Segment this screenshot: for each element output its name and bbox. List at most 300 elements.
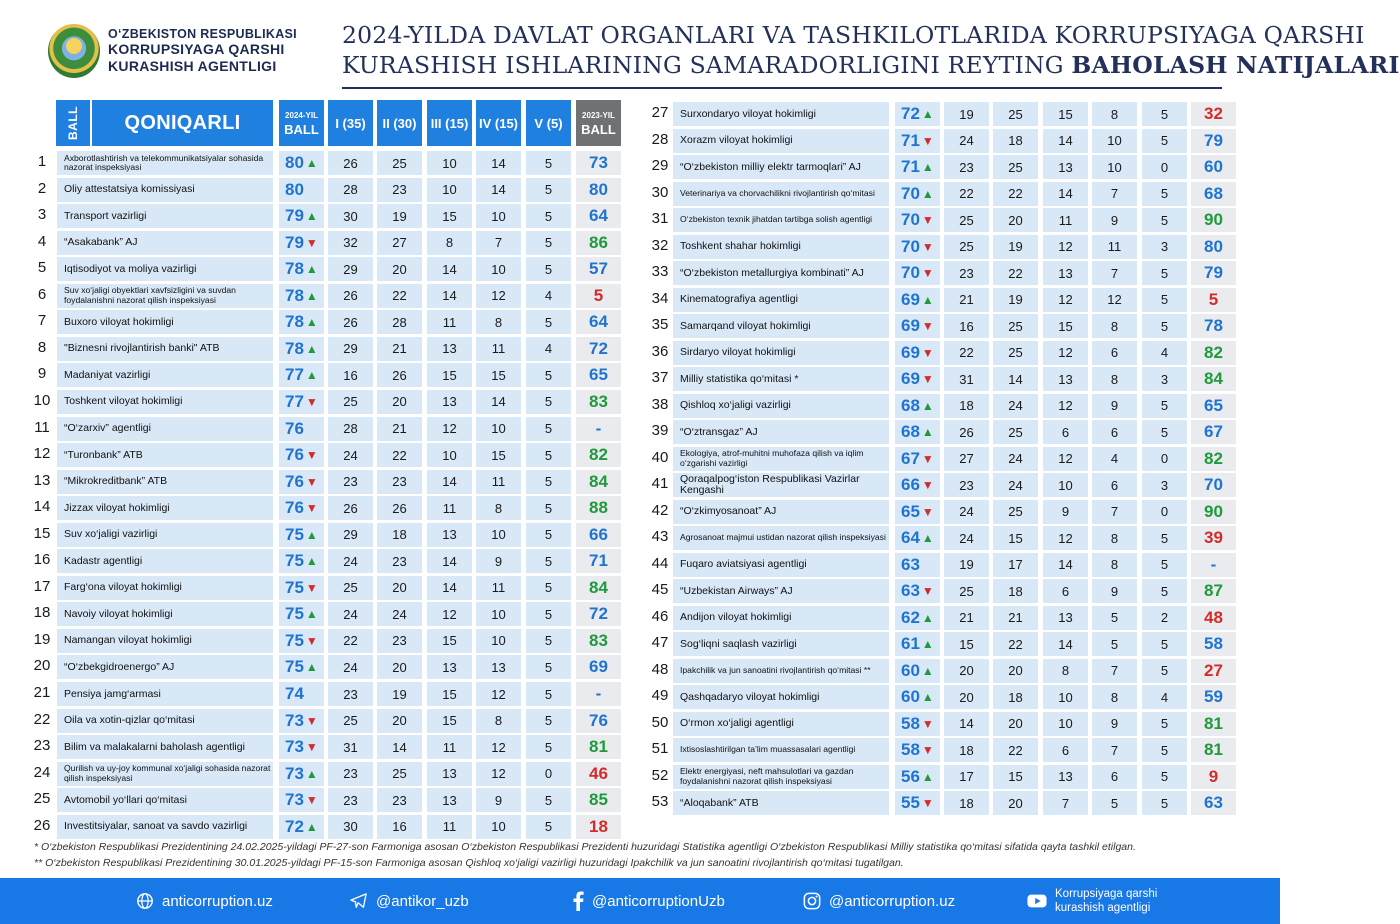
criterion-4-score: 9 <box>1092 208 1137 232</box>
criterion-3-score: 11 <box>1043 208 1088 232</box>
rank-number: 12 <box>33 445 51 463</box>
criterion-3-score: 15 <box>1043 314 1088 338</box>
criterion-2-score: 24 <box>993 447 1038 471</box>
score-value: 67 <box>901 448 920 468</box>
score-2023: 86 <box>576 231 621 255</box>
arrow-down-icon: ▼ <box>921 504 934 519</box>
score-value: 78 <box>285 312 304 332</box>
rank-number: 24 <box>33 763 51 781</box>
criterion-2-score: 14 <box>993 367 1038 391</box>
arrow-down-icon: ▼ <box>921 239 934 254</box>
criterion-5-score: 5 <box>1142 738 1187 762</box>
globe-icon <box>136 892 154 910</box>
rank-number: 4 <box>37 232 47 250</box>
rank-number: 41 <box>651 475 669 492</box>
criterion-5-score: 5 <box>526 602 571 626</box>
criterion-1-score: 21 <box>944 606 989 630</box>
criterion-1-score: 32 <box>328 231 373 255</box>
score-2024 <box>279 709 324 733</box>
criterion-2-score: 22 <box>377 284 422 308</box>
criterion-5-score: 5 <box>1142 102 1187 126</box>
criterion-3-score: 13 <box>427 788 472 812</box>
criterion-3-score: 11 <box>427 496 472 520</box>
score-2024 <box>279 151 324 175</box>
criterion-1-score: 29 <box>328 257 373 281</box>
footer-website-link[interactable] <box>136 878 273 924</box>
criterion-3-score: 11 <box>427 310 472 334</box>
criterion-5-score: 5 <box>526 576 571 600</box>
header-2023-ball <box>576 100 621 146</box>
score-2024 <box>895 341 940 365</box>
arrow-down-icon: ▼ <box>921 319 934 333</box>
score-2023: 73 <box>576 151 621 175</box>
footer-youtube-link[interactable] <box>1027 878 1157 924</box>
organization-name: Oliy attestatsiya komissiyasi <box>57 178 273 202</box>
agency-line-3: KURASHISH AGENTLIGI <box>108 58 277 74</box>
organization-name: Buxoro viloyat hokimligi <box>57 310 273 334</box>
criterion-5-score: 5 <box>1142 182 1187 206</box>
score-2024 <box>895 208 940 232</box>
criterion-5-score: 5 <box>526 151 571 175</box>
criterion-2-score: 20 <box>377 257 422 281</box>
score-2023: - <box>576 417 621 441</box>
criterion-1-score: 22 <box>944 182 989 206</box>
criterion-4-score: 8 <box>1092 553 1137 577</box>
criterion-4-score: 9 <box>1092 712 1137 736</box>
criterion-5-score: 5 <box>526 549 571 573</box>
criterion-3-score: 15 <box>1043 102 1088 126</box>
criterion-1-score: 18 <box>944 738 989 762</box>
score-2023: 78 <box>1191 314 1236 338</box>
rank-number: 53 <box>651 793 669 810</box>
criterion-5-score: 5 <box>526 815 571 839</box>
arrow-down-icon: ▼ <box>305 235 318 250</box>
organization-name: Milliy statistika qo‘mitasi * <box>673 367 889 391</box>
arrow-down-icon: ▼ <box>921 584 934 598</box>
criterion-2-score: 16 <box>377 815 422 839</box>
arrow-down-icon: ▼ <box>305 793 318 808</box>
criterion-4-score: 7 <box>476 231 521 255</box>
score-value: 68 <box>901 422 920 441</box>
score-2023: 66 <box>576 523 621 547</box>
criterion-1-score: 22 <box>944 341 989 365</box>
rank-number: 8 <box>37 338 47 356</box>
criterion-5-score: 5 <box>526 655 571 679</box>
criterion-5-score: 5 <box>1142 394 1187 418</box>
rank-number: 30 <box>651 183 669 201</box>
footer-bar <box>0 878 1280 924</box>
score-value: 77 <box>285 365 304 385</box>
score-value: 64 <box>901 528 920 547</box>
criterion-4-score: 10 <box>476 815 521 839</box>
criterion-2-score: 23 <box>377 788 422 812</box>
criterion-5-score: 5 <box>526 417 571 441</box>
rank-number: 37 <box>651 369 669 386</box>
arrow-up-icon: ▲ <box>305 368 318 383</box>
criterion-5-score: 5 <box>1142 420 1187 444</box>
organization-name: “O‘ztransgaz” AJ <box>673 420 889 444</box>
score-2023: 81 <box>1191 738 1236 762</box>
score-value: 73 <box>285 790 304 810</box>
title-underline <box>342 87 1222 89</box>
criterion-2-score: 20 <box>377 655 422 679</box>
criterion-5-score: 3 <box>1142 235 1187 259</box>
criterion-2-score: 15 <box>993 526 1038 550</box>
organization-name: “O‘zkimyosanoat” AJ <box>673 500 889 524</box>
score-value: 71 <box>901 157 920 176</box>
criterion-2-score: 24 <box>377 602 422 626</box>
criterion-3-score: 9 <box>1043 500 1088 524</box>
criterion-2-score: 25 <box>377 762 422 786</box>
score-2023: 82 <box>1191 447 1236 471</box>
criterion-3-score: 13 <box>1043 765 1088 789</box>
organization-name: “Aloqabank” ATB <box>673 791 889 815</box>
title-line-1: 2024-YILDA DAVLAT ORGANLARI VA TASHKILOTLARIDA KORRUPSIYAGA QARSHI <box>342 21 1365 49</box>
organization-name: O‘rmon xo‘jaligi agentligi <box>673 712 889 736</box>
rank-number: 39 <box>651 422 669 439</box>
criterion-1-score: 18 <box>944 791 989 815</box>
arrow-down-icon: ▼ <box>921 478 934 492</box>
title-line-2-plain: KURASHISH ISHLARINING SAMARADORLIGINI REYTING <box>342 51 1064 79</box>
score-value: 73 <box>285 710 304 730</box>
score-2023: 70 <box>1191 473 1236 497</box>
telegram-icon <box>350 893 368 909</box>
criterion-5-score: 5 <box>1142 791 1187 815</box>
criterion-2-score: 22 <box>993 261 1038 285</box>
organization-name: Sirdaryo viloyat hokimligi <box>673 341 889 365</box>
criterion-4-score: 5 <box>1092 632 1137 656</box>
organization-name: Jizzax viloyat hokimligi <box>57 496 273 520</box>
arrow-down-icon: ▼ <box>305 633 318 648</box>
criterion-2-score: 28 <box>377 310 422 334</box>
score-2024 <box>279 602 324 626</box>
footer-youtube-text <box>1055 887 1157 915</box>
score-2023: 64 <box>576 310 621 334</box>
arrow-down-icon: ▼ <box>305 394 318 409</box>
score-2023: 79 <box>1191 129 1236 153</box>
organization-name: Suv xo‘jaligi vazirligi <box>57 523 273 547</box>
criterion-1-score: 23 <box>944 473 989 497</box>
header-2024-big: BALL <box>284 122 319 137</box>
arrow-down-icon: ▼ <box>305 474 318 489</box>
score-2024 <box>895 182 940 206</box>
criterion-5-score: 5 <box>1142 208 1187 232</box>
criterion-3-score: 15 <box>427 363 472 387</box>
criterion-5-score: 0 <box>526 762 571 786</box>
footnote-2: ** O‘zbekiston Respublikasi Prezidentining 30.01.2025-yildagi PF-15-son Farmoniga asosan Qishloq xo‘jaligi vazirligi huzuridagi Ipakchilik va jun sanoatini rivojlantirish qo‘mitasi tugatilgan. <box>34 857 904 869</box>
criterion-5-score: 5 <box>526 523 571 547</box>
criterion-1-score: 24 <box>328 549 373 573</box>
rank-number: 17 <box>33 577 51 595</box>
organization-name: Bilim va malakalarni baholash agentligi <box>57 735 273 759</box>
criterion-1-score: 23 <box>328 470 373 494</box>
criterion-2-score: 24 <box>993 394 1038 418</box>
score-2024 <box>895 632 940 656</box>
criterion-4-score: 9 <box>1092 579 1137 603</box>
criterion-2-score: 19 <box>377 204 422 228</box>
criterion-2-score: 21 <box>377 417 422 441</box>
criterion-5-score: 4 <box>1142 341 1187 365</box>
score-value: 62 <box>901 607 920 627</box>
rank-number: 2 <box>37 179 47 197</box>
organization-name: Transport vazirligi <box>57 204 273 228</box>
criterion-4-score: 10 <box>1092 155 1137 179</box>
criterion-3-score: 12 <box>427 602 472 626</box>
score-2024 <box>895 367 940 391</box>
criterion-1-score: 17 <box>944 765 989 789</box>
criterion-1-score: 29 <box>328 337 373 361</box>
criterion-2-score: 15 <box>993 765 1038 789</box>
score-2024 <box>279 204 324 228</box>
criterion-2-score: 23 <box>377 549 422 573</box>
arrow-up-icon: ▲ <box>921 425 934 439</box>
criterion-4-score: 5 <box>1092 606 1137 630</box>
score-2024 <box>279 257 324 281</box>
score-2024 <box>895 420 940 444</box>
score-2023: 39 <box>1191 526 1236 550</box>
rank-number: 15 <box>33 524 51 542</box>
criterion-2-score: 20 <box>993 791 1038 815</box>
score-2023: 67 <box>1191 420 1236 444</box>
header-2023-small: 2023-YIL <box>582 111 615 120</box>
header-ball-text: BALL <box>66 106 80 140</box>
arrow-up-icon: ▲ <box>305 766 318 781</box>
score-2023: 80 <box>576 178 621 202</box>
criterion-4-score: 8 <box>1092 685 1137 709</box>
organization-name: “Mikrokreditbank” ATB <box>57 470 273 494</box>
criterion-3-score: 6 <box>1043 420 1088 444</box>
organization-name: Farg‘ona viloyat hokimligi <box>57 576 273 600</box>
criterion-5-score: 5 <box>526 363 571 387</box>
score-value: 76 <box>285 498 304 518</box>
criterion-4-score: 12 <box>476 762 521 786</box>
criterion-3-score: 10 <box>427 178 472 202</box>
criterion-4-score: 8 <box>1092 102 1137 126</box>
criterion-4-score: 9 <box>1092 394 1137 418</box>
criterion-3-score: 14 <box>1043 129 1088 153</box>
rank-number: 29 <box>651 157 669 174</box>
criterion-4-score: 4 <box>1092 447 1137 471</box>
criterion-2-score: 19 <box>993 235 1038 259</box>
score-value: 75 <box>285 630 304 650</box>
footer-website-text: anticorruption.uz <box>162 892 273 910</box>
arrow-down-icon: ▼ <box>305 448 318 463</box>
score-2024 <box>895 500 940 524</box>
criterion-3-score: 10 <box>1043 712 1088 736</box>
rank-number: 35 <box>651 316 669 333</box>
criterion-2-score: 18 <box>377 523 422 547</box>
rank-number: 10 <box>33 391 51 409</box>
rank-number: 9 <box>37 365 47 383</box>
criterion-2-score: 20 <box>377 576 422 600</box>
score-2024 <box>895 288 940 312</box>
organization-name: Qashqadaryo viloyat hokimligi <box>673 685 889 709</box>
criterion-1-score: 23 <box>944 155 989 179</box>
criterion-3-score: 14 <box>427 576 472 600</box>
footnote-1: * O‘zbekiston Respublikasi Prezidentining 24.02.2025-yildagi PF-27-son Farmoniga asosan O‘zbekiston Respublikasi Prezidenti huzuridagi Statistika agentligi O‘zbekiston Respublikasi Milliy statistika qo‘mitasi sifatida qayta tashkil etilgan. <box>34 841 1136 853</box>
footer-facebook-text: @anticorruptionUzb <box>592 892 725 910</box>
criterion-3-score: 12 <box>1043 288 1088 312</box>
organization-name: Qurilish va uy-joy kommunal xo‘jaligi sohasida nazorat qilish inspeksiyasi <box>57 762 273 786</box>
criterion-1-score: 25 <box>944 208 989 232</box>
agency-line-1: O‘ZBEKISTON RESPUBLIKASI <box>108 27 297 41</box>
score-value: 78 <box>285 338 304 358</box>
score-value: 58 <box>901 713 920 733</box>
criterion-4-score: 6 <box>1092 765 1137 789</box>
score-2023: 81 <box>576 735 621 759</box>
criterion-2-score: 18 <box>993 579 1038 603</box>
criterion-5-score: 4 <box>526 284 571 308</box>
header-col-5: V (5) <box>526 100 571 146</box>
criterion-4-score: 8 <box>476 709 521 733</box>
criterion-1-score: 26 <box>944 420 989 444</box>
rank-number: 48 <box>651 660 669 678</box>
organization-name: Pensiya jamg‘armasi <box>57 682 273 706</box>
criterion-4-score: 8 <box>1092 367 1137 391</box>
score-value: 72 <box>901 104 920 123</box>
agency-name <box>108 27 298 75</box>
criterion-1-score: 25 <box>328 709 373 733</box>
arrow-down-icon: ▼ <box>921 743 934 757</box>
score-2023: 27 <box>1191 659 1236 683</box>
score-value: 70 <box>901 210 920 229</box>
criterion-1-score: 25 <box>328 390 373 414</box>
footer-instagram-link[interactable] <box>803 878 955 924</box>
criterion-5-score: 5 <box>526 788 571 812</box>
criterion-3-score: 15 <box>427 682 472 706</box>
rank-number: 49 <box>651 687 669 704</box>
score-2024 <box>895 314 940 338</box>
score-2024 <box>895 765 940 789</box>
criterion-4-score: 14 <box>476 390 521 414</box>
score-2024 <box>279 682 324 706</box>
organization-name: Ixtisoslashtirilgan ta’lim muassasalari agentligi <box>673 738 889 762</box>
score-value: 75 <box>285 577 304 597</box>
criterion-3-score: 8 <box>427 231 472 255</box>
criterion-5-score: 5 <box>526 735 571 759</box>
criterion-2-score: 25 <box>993 420 1038 444</box>
score-value: 72 <box>285 816 304 836</box>
criterion-3-score: 13 <box>1043 155 1088 179</box>
rank-number: 23 <box>33 737 51 755</box>
score-2023: 82 <box>1191 341 1236 365</box>
score-2024 <box>279 417 324 441</box>
criterion-5-score: 5 <box>1142 712 1187 736</box>
criterion-2-score: 22 <box>377 443 422 467</box>
criterion-3-score: 12 <box>1043 341 1088 365</box>
score-value: 66 <box>901 475 920 494</box>
score-value: 60 <box>901 687 920 706</box>
organization-name: Iqtisodiyot va moliya vazirligi <box>57 257 273 281</box>
rank-number: 1 <box>37 153 47 170</box>
score-2023: 46 <box>576 762 621 786</box>
page-title <box>342 20 1400 80</box>
header-2023-big: BALL <box>581 122 616 137</box>
criterion-1-score: 24 <box>328 443 373 467</box>
score-2024 <box>279 576 324 600</box>
score-2023: 83 <box>576 390 621 414</box>
criterion-2-score: 23 <box>377 178 422 202</box>
arrow-down-icon: ▼ <box>921 796 934 810</box>
arrow-up-icon: ▲ <box>921 531 934 545</box>
criterion-1-score: 24 <box>944 526 989 550</box>
criterion-3-score: 14 <box>427 549 472 573</box>
score-2024 <box>279 762 324 786</box>
score-2023: 72 <box>576 337 621 361</box>
arrow-up-icon: ▲ <box>921 107 934 121</box>
footer-facebook-link[interactable] <box>572 878 725 924</box>
organization-name: Qishloq xo‘jaligi vazirligi <box>673 394 889 418</box>
score-2023: 72 <box>576 602 621 626</box>
score-2024 <box>279 629 324 653</box>
criterion-4-score: 11 <box>476 470 521 494</box>
arrow-up-icon: ▲ <box>305 262 318 277</box>
criterion-5-score: 2 <box>1142 606 1187 630</box>
organization-name: Toshkent shahar hokimligi <box>673 235 889 259</box>
criterion-4-score: 15 <box>476 363 521 387</box>
arrow-down-icon: ▼ <box>921 133 934 148</box>
criterion-1-score: 19 <box>944 102 989 126</box>
footer-telegram-link[interactable] <box>350 878 469 924</box>
criterion-1-score: 31 <box>328 735 373 759</box>
criterion-2-score: 27 <box>377 231 422 255</box>
rank-number: 6 <box>37 285 47 303</box>
score-2024 <box>895 261 940 285</box>
criterion-2-score: 25 <box>993 341 1038 365</box>
criterion-1-score: 20 <box>944 659 989 683</box>
organization-name: Avtomobil yo‘llari qo‘mitasi <box>57 788 273 812</box>
criterion-5-score: 4 <box>1142 685 1187 709</box>
criterion-3-score: 13 <box>1043 261 1088 285</box>
organization-name: Sog‘liqni saqlash vazirligi <box>673 632 889 656</box>
score-2023: 84 <box>1191 367 1236 391</box>
criterion-1-score: 27 <box>944 447 989 471</box>
criterion-4-score: 5 <box>1092 791 1137 815</box>
state-emblem-icon <box>48 24 100 78</box>
criterion-4-score: 12 <box>476 284 521 308</box>
rank-number: 38 <box>651 395 669 413</box>
score-2023: 80 <box>1191 235 1236 259</box>
score-value: 65 <box>901 501 920 521</box>
criterion-5-score: 5 <box>1142 526 1187 550</box>
score-value: 76 <box>285 471 304 491</box>
criterion-1-score: 31 <box>944 367 989 391</box>
arrow-up-icon: ▲ <box>305 554 318 569</box>
score-2024 <box>279 284 324 308</box>
footnotes <box>34 839 1254 871</box>
criterion-5-score: 3 <box>1142 473 1187 497</box>
arrow-up-icon: ▲ <box>921 186 934 201</box>
score-2023: 48 <box>1191 606 1236 630</box>
criterion-1-score: 21 <box>944 288 989 312</box>
score-2023: 18 <box>576 815 621 839</box>
organization-name: "Biznesni rivojlantirish banki" ATB <box>57 337 273 361</box>
score-2023: 5 <box>1191 288 1236 312</box>
criterion-3-score: 12 <box>1043 235 1088 259</box>
score-value: 69 <box>901 289 920 309</box>
score-value: 77 <box>285 391 304 411</box>
rank-number: 31 <box>651 210 669 227</box>
criterion-1-score: 25 <box>328 576 373 600</box>
arrow-down-icon: ▼ <box>305 580 318 595</box>
rank-number: 28 <box>651 130 669 148</box>
criterion-4-score: 7 <box>1092 182 1137 206</box>
criterion-4-score: 7 <box>1092 261 1137 285</box>
criterion-4-score: 10 <box>476 417 521 441</box>
criterion-5-score: 5 <box>526 310 571 334</box>
criterion-4-score: 10 <box>1092 129 1137 153</box>
criterion-2-score: 25 <box>993 102 1038 126</box>
